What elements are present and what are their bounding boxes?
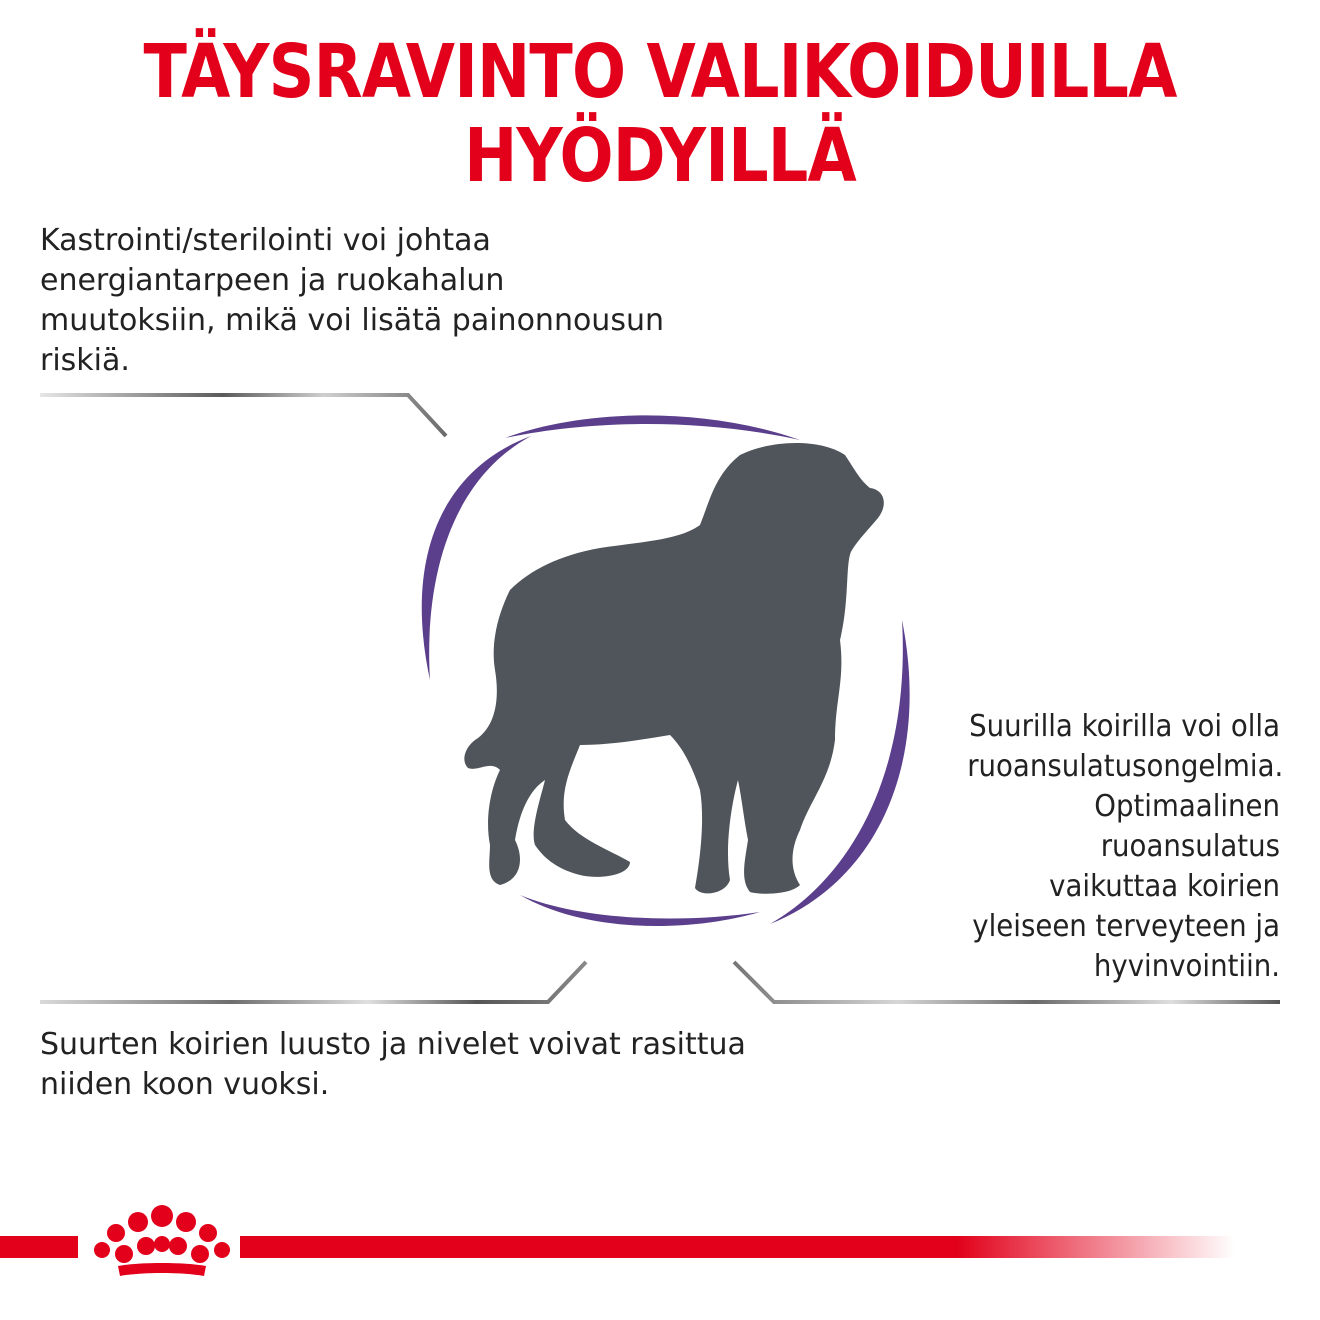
royal-canin-crown-logo bbox=[94, 1205, 230, 1276]
benefit-neutering-text: Kastrointi/sterilointi voi johtaa energiantarpeen ja ruokahalun muutoksiin, mikä voi lisätä painonnousun riskiä. bbox=[40, 223, 664, 378]
connector-line-top bbox=[40, 395, 446, 436]
connector-line-bottom-left bbox=[40, 962, 586, 1002]
page-title-line-1: TÄYSRAVINTO VALIKOIDUILLA bbox=[143, 29, 1177, 115]
brand-band-right bbox=[240, 1236, 1235, 1258]
arc-top bbox=[505, 415, 800, 440]
connector-line-bottom-right bbox=[734, 962, 1280, 1002]
large-dog-silhouette-icon bbox=[464, 443, 883, 894]
arc-bottom bbox=[520, 895, 760, 926]
page-title-line-2: HYÖDYILLÄ bbox=[464, 113, 856, 199]
benefit-joints-text: Suurten koirien luusto ja nivelet voivat rasittua niiden koon vuoksi. bbox=[40, 1027, 746, 1102]
benefit-digestion-text: Suurilla koirilla voi olla ruoansulatusongelmia. Optimaalinen ruoansulatus vaikuttaa koirien yleiseen terveyteen ja hyvinvointiin. bbox=[967, 709, 1284, 984]
brand-band-left bbox=[0, 1236, 78, 1258]
